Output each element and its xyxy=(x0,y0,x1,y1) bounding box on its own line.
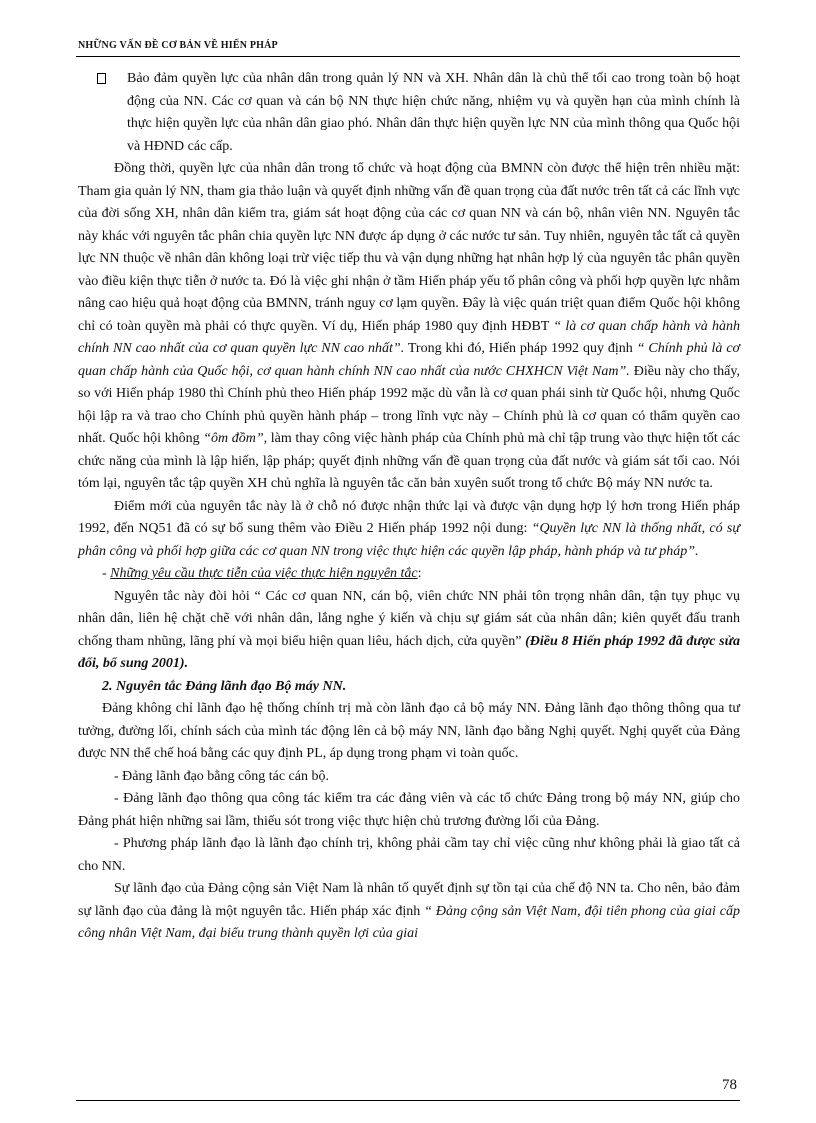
list-item: - Phương pháp lãnh đạo là lãnh đạo chính trị, không phải cầm tay chỉ việc cũng như không phải là giao tất cả cho NN. xyxy=(78,836,740,874)
practice-text: Nguyên tắc này đòi hỏi “ Các cơ quan NN, cán bộ, viên chức NN phải tôn trọng nhân dân, tận tụy phục vụ nhân dân, liên hệ chặt chẽ với nhân dân, lắng nghe ý kiến và chịu sự giám sát của nhân dân; kiên quyết đấu tranh chống tham nhũng, lãng phí và mọi biểu hiện quan liêu, hách dịch, cửa quyền” xyxy=(78,588,740,649)
list-item: - Đảng lãnh đạo bằng công tác cán bộ. xyxy=(114,768,329,784)
bullet-paragraph xyxy=(78,68,740,158)
para1-quote1: “ là cơ quan chấp hành và hành chính NN cao nhất của cơ quan quyền lực NN cao nhất”. xyxy=(78,318,740,356)
para2-text: Điểm mới của nguyên tắc này là ở chỗ nó được nhận thức lại và được vận dụng hợp lý hơn trong Hiến pháp 1992, đến NQ51 đã có sự bổ sung thêm vào Điều 2 Hiến pháp 1992 nội dung: xyxy=(78,498,740,536)
paragraph-power-of-people xyxy=(78,158,740,496)
list-item: - Đảng lãnh đạo thông qua công tác kiểm tra các đảng viên và các tổ chức Đảng trong bộ máy NN, giúp cho Đảng phát hiện những sai lầm, thiếu sót trong việc thực hiện chủ trương đường lối của Đảng. xyxy=(78,791,740,829)
paragraph-final xyxy=(78,878,740,946)
practice-source: (Điều 8 Hiến pháp 1992 đã được sửa đổi, bổ sung 2001). xyxy=(78,633,740,671)
practice-heading xyxy=(78,563,740,586)
section-2-heading: 2. Nguyên tắc Đảng lãnh đạo Bộ máy NN. xyxy=(102,678,347,694)
checkbox-bullet-icon xyxy=(97,73,106,84)
footer-divider xyxy=(76,1100,740,1101)
page-header: NHỮNG VẤN ĐỀ CƠ BẢN VỀ HIẾN PHÁP xyxy=(78,40,278,51)
paragraph-party-leadership: Đảng không chỉ lãnh đạo hệ thống chính trị mà còn lãnh đạo cả bộ máy NN. Đảng lãnh đạo thông thông qua tư tưởng, đường lối, chính sách của mình tác động lên cả bộ máy NN, lãnh đạo bằng Nghị quyết. Nghị quyết của Đảng được NN thể chế hoá bằng các quy định PL, áp dụng trong phạm vi toàn quốc. xyxy=(78,701,740,761)
para2-quote: “Quyền lực NN là thống nhất, có sự phân công và phối hợp giữa các cơ quan NN trong việc thực hiện các quyền lập pháp, hành pháp và tư pháp”. xyxy=(78,521,740,559)
header-divider xyxy=(76,56,740,57)
practice-heading-text: Những yêu cầu thực tiễn của việc thực hiện nguyên tắc xyxy=(110,566,418,581)
paragraph-new-point xyxy=(78,496,740,564)
final-text: Sự lãnh đạo của Đảng cộng sản Việt Nam là nhân tố quyết định sự tồn tại của chế độ NN ta. Cho nên, bảo đảm sự lãnh đạo của đảng là một nguyên tắc. Hiến pháp xác định xyxy=(78,881,740,919)
bullet-text: Bảo đảm quyền lực của nhân dân trong quản lý NN và XH. Nhân dân là chủ thể tối cao trong toàn bộ hoạt động của NN. Các cơ quan và cán bộ NN thực hiện chức năng, nhiệm vụ và quyền hạn của mình chính là thực hiện quyền lực của nhân dân giao phó. Nhân dân thực hiện quyền lực NN của mình thông qua Quốc hội và HĐND các cấp. xyxy=(127,71,740,154)
para1-quote3: “ôm đồm” xyxy=(203,431,264,446)
page-number: 78 xyxy=(722,1077,737,1093)
practice-colon: : xyxy=(417,566,422,581)
practice-dash: - xyxy=(102,566,111,581)
paragraph-practice xyxy=(78,586,740,676)
final-quote: “ Đảng cộng sản Việt Nam, đội tiên phong của giai cấp công nhân Việt Nam, đại biểu trung thành quyền lợi của giai xyxy=(78,903,740,941)
page-content xyxy=(78,66,740,946)
para1-text4: , làm thay công việc hành pháp của Chính phủ mà chỉ tập trung vào thực hiện tốt các chức năng của mình là lập hiến, lập pháp; quyết định những vấn đề quan trọng của đất nước và giám sát tối cao. Nói tóm lại, nguyên tắc tập quyền XH chủ nghĩa là nguyên tắc căn bản xuyên suốt trong tổ chức Bộ máy NN nước ta. xyxy=(78,431,740,491)
para1-text2: Trong khi đó, Hiến pháp 1992 quy định xyxy=(404,341,637,356)
para1-text1: Đồng thời, quyền lực của nhân dân trong tổ chức và hoạt động của BMNN còn được thể hiện trên nhiều mặt: Tham gia quản lý NN, tham gia thảo luận và quyết định những vấn đề quan trọng của đất nước trên tất cả các lĩnh vực của đời sống XH, nhân dân kiểm tra, giám sát hoạt động của các cơ quan NN và cán bộ, nhân viên NN. Nguyên tắc này khác với nguyên tắc phân chia quyền lực NN được áp dụng ở các nước tư sản. Tuy nhiên, nguyên tắc tất cả quyền lực NN thuộc về nhân dân không loại trừ việc tiếp thu và vận dụng những hạt nhân hợp lý của nguyên tắc phân quyền vào điều kiện thực tiễn ở nước ta. Đó là việc ghi nhận ở tầm Hiến pháp yếu tố phân công và phối hợp quyền lực nhằm nâng cao hiệu quả hoạt động của BMNN, tránh nguy cơ lạm quyền. Đây là việc quán triệt quan điểm Quốc hội không chỉ có toàn quyền mà phải có thực quyền. Ví dụ, Hiến pháp 1980 quy định HĐBT xyxy=(78,161,740,334)
para1-quote2: “ Chính phủ là cơ quan chấp hành của Quốc hội, cơ quan hành chính NN cao nhất của nước CHXHCN Việt Nam”. xyxy=(78,341,741,379)
para1-text3: Điều này cho thấy, so với Hiến pháp 1980 thì Chính phủ theo Hiến pháp 1992 mặc dù vẫn là cơ quan phái sinh từ Quốc hội, nhưng Quốc hội lập ra và trao cho Chính phủ quyền hành pháp – trong lĩnh vực này – Chính phủ là cơ quan có thẩm quyền cao nhất. Quốc hội không xyxy=(78,363,740,446)
